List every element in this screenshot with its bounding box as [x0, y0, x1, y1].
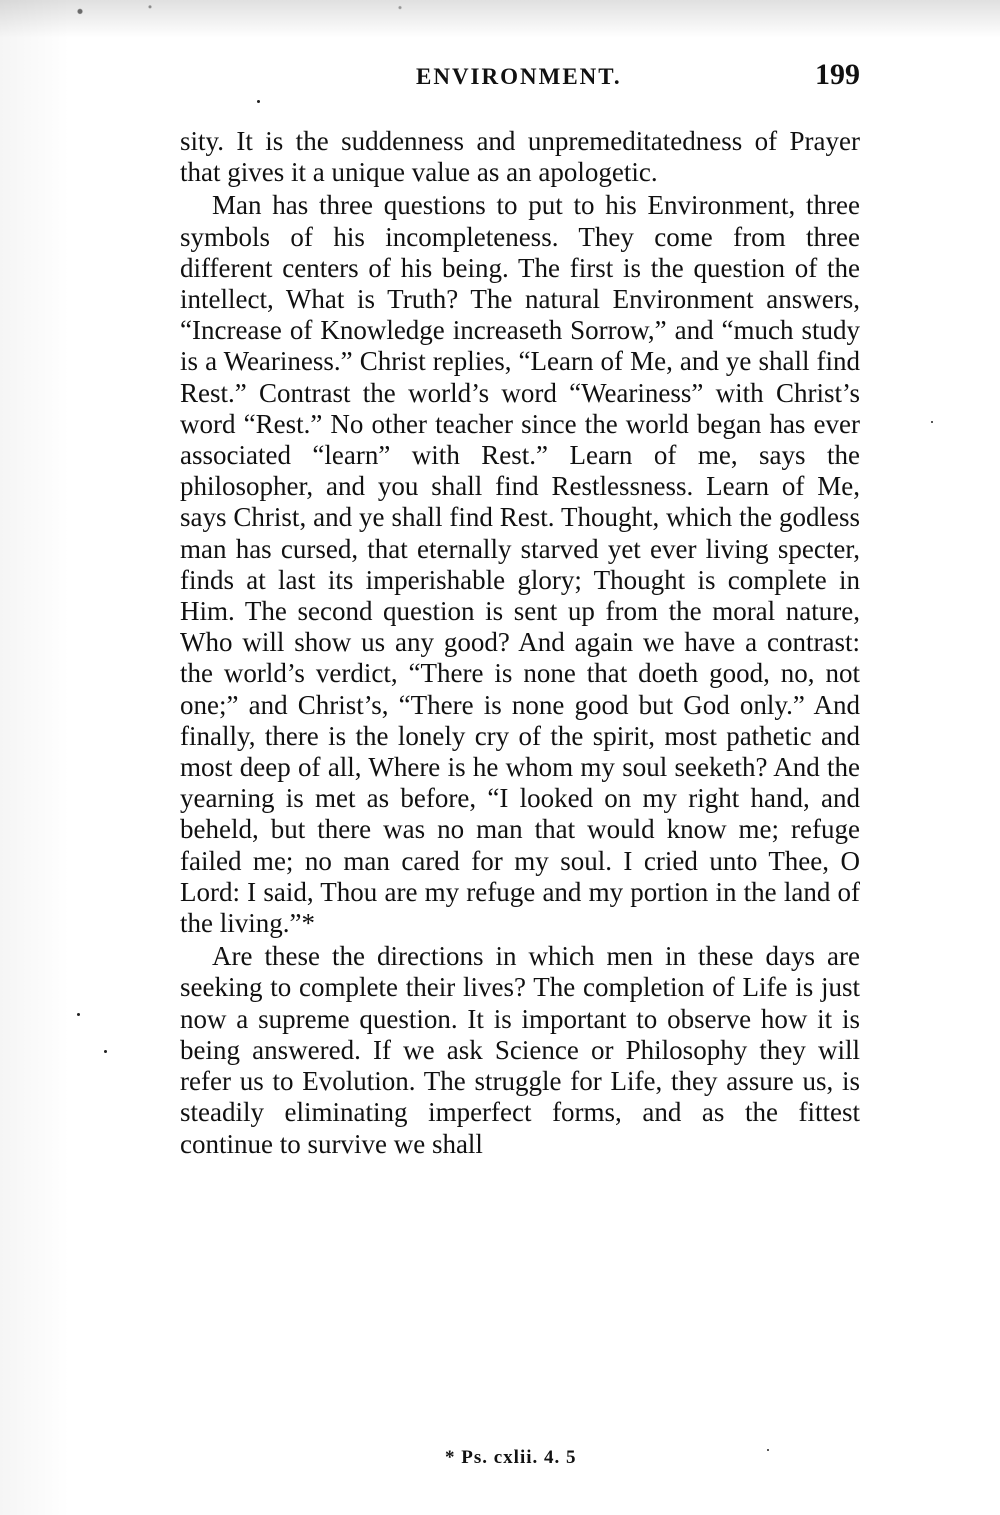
scan-speck [77, 1013, 80, 1016]
paragraph-completion-of-life: Are these the directions in which men in these days are seeking to complete their lives? The completion of Life is just now a supreme question. It is important to observe how it is being answered. If we ask Science or Philosophy they will refer us to Evolution. The struggle for Life, they assure us, is steadily eliminating imperfect forms, and as the fittest continue to survive we shall [180, 941, 860, 1159]
scan-speck [931, 421, 933, 423]
paragraph-continuation: sity. It is the suddenness and unpremeditatedness of Prayer that gives it a unique value as an apologetic. [180, 126, 860, 188]
body-text [180, 126, 860, 1160]
page-header [180, 58, 860, 98]
scan-speck [767, 1449, 769, 1451]
scan-speck [104, 1050, 107, 1053]
footnote: * Ps. cxlii. 4. 5 [445, 1447, 577, 1468]
scan-edge-left [0, 0, 70, 1515]
page-number: 199 [815, 58, 860, 91]
paragraph-environment-questions: Man has three questions to put to his Environment, three symbols of his incompleteness. They come from three different centers of his being. The first is the question of the intellect, What is Truth? The natural Environment answers, “Increase of Knowledge increaseth Sorrow,” and “much study is a Weariness.” Christ replies, “Learn of Me, and ye shall find Rest.” Contrast the world’s word “Weariness” with Christ’s word “Rest.” No other teacher since the world began has ever associated “learn” with Rest.” Learn of me, says the philosopher, and you shall find Restlessness. Learn of Me, says Christ, and ye shall find Rest. Thought, which the godless man has cursed, that eternally starved yet ever living specter, finds at last its imperishable glory; Thought is complete in Him. The second question is sent up from the moral nature, Who will show us any good? And again we have a contrast: the world’s verdict, “There is none that doeth good, no, not one;” and Christ’s, “There is none good but God only.” And finally, there is the lonely cry of the spirit, most pathetic and most deep of all, Where is he whom my soul seeketh? And the yearning is met as before, “I looked on my right hand, and beheld, but there was no man that would know me; refuge failed me; no man cared for my soul. I cried unto Thee, O Lord: I said, Thou are my refuge and my portion in the land of the living.”* [180, 190, 860, 939]
running-title: ENVIRONMENT. [416, 64, 622, 89]
scan-speck [257, 100, 260, 103]
scan-edge-top [0, 0, 1000, 38]
